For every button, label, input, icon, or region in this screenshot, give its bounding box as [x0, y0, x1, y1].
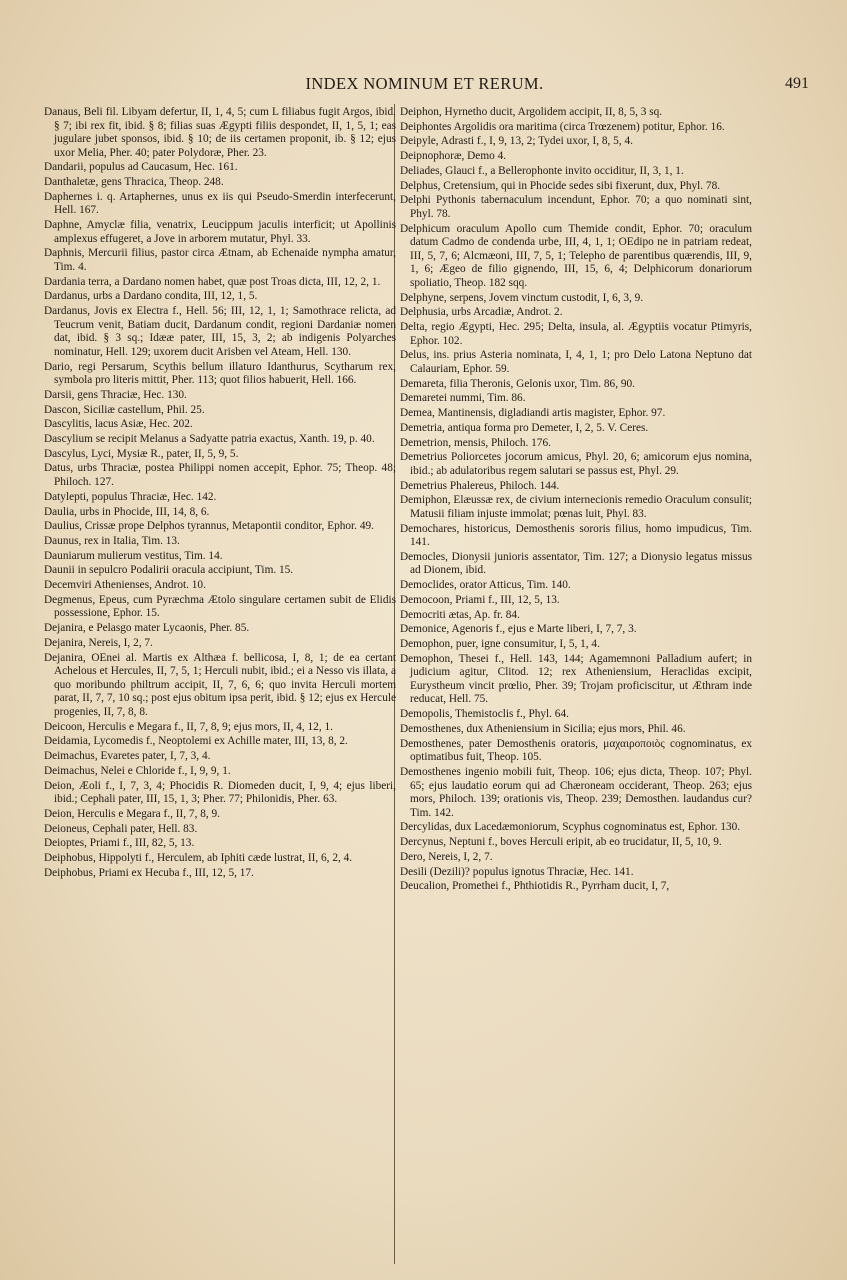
index-entry: Darsii, gens Thraciæ, Hec. 130. — [44, 388, 187, 401]
index-entry: Delphus, Cretensium, qui in Phocide sedes sibi fixerunt, dux, Phyl. 78. — [400, 179, 721, 192]
index-entry: Deion, Herculis e Megara f., II, 7, 8, 9. — [44, 807, 220, 820]
index-entry: Delphyne, serpens, Jovem vinctum custodit, I, 6, 3, 9. — [400, 291, 644, 304]
index-entry: Deliades, Glauci f., a Bellerophonte invito occiditur, II, 3, 1, 1. — [400, 164, 684, 177]
index-entry: Dejanira, e Pelasgo mater Lycaonis, Pher. 85. — [44, 622, 250, 635]
index-entry: Demetria, antiqua forma pro Demeter, I, 2, 5. V. Ceres. — [400, 421, 649, 434]
index-entry: Deiphobus, Hippolyti f., Herculem, ab Iphiti cæde lustrat, II, 6, 2, 4. — [44, 852, 353, 864]
index-entry: Dercynus, Neptuni f., boves Herculi eripit, ab eo trucidatur, II, 5, 10, 9. — [400, 836, 722, 849]
index-entry: Datus, urbs Thraciæ, postea Philippi nomen accepit, Ephor. 75; Theop. 48; Philoch. 127. — [44, 462, 396, 489]
index-entry: Demopolis, Themistoclis f., Phyl. 64. — [400, 708, 569, 721]
page-number: 491 — [785, 75, 809, 92]
running-title: INDEX NOMINUM ET RERUM. — [305, 74, 544, 93]
index-entry: Deimachus, Nelei e Chloride f., I, 9, 9, 1. — [44, 764, 231, 777]
left-index-column — [44, 106, 396, 881]
index-entry: Demophon, puer, igne consumitur, I, 5, 1, 4. — [400, 638, 600, 651]
index-entry: Deiphontes Argolidis ora maritima (circa Trœzenem) potitur, Ephor. 16. — [400, 120, 725, 133]
index-entry: Daunus, rex in Italia, Tim. 13. — [44, 534, 180, 547]
index-entry: Daphne, Amyclæ filia, venatrix, Leucippum jaculis interficit; ut Apollinis amplexus effugeret, a Jove in arborem mutatur, Phyl. 33. — [44, 219, 396, 245]
index-entry: Delus, ins. prius Asteria nominata, I, 4, 1, 1; pro Delo Latona Neptuno dat Calauriam, Ephor. 59. — [400, 349, 752, 375]
index-entry: Dascylus, Lyci, Mysiæ R., pater, II, 5, 9, 5. — [44, 447, 239, 460]
index-entry: Deioneus, Cephali pater, Hell. 83. — [44, 822, 198, 835]
index-entry: Deucalion, Promethei f., Phthiotidis R., Pyrrham ducit, I, 7, — [400, 880, 670, 893]
index-entry: Dandarii, populus ad Caucasum, Hec. 161. — [44, 161, 238, 174]
index-entry: Democoon, Priami f., III, 12, 5, 13. — [400, 593, 560, 606]
index-entry: Danthaletæ, gens Thracica, Theop. 248. — [44, 176, 224, 189]
index-entry: Datylepti, populus Thraciæ, Hec. 142. — [44, 490, 217, 503]
index-entry: Demetrion, mensis, Philoch. 176. — [400, 436, 551, 449]
index-entry: Deimachus, Evaretes pater, I, 7, 3, 4. — [44, 750, 211, 763]
index-entry: Dejanira, Nereis, I, 2, 7. — [44, 636, 153, 649]
index-entry: Daulius, Crissæ prope Delphos tyrannus, Metapontii conditor, Ephor. 49. — [44, 520, 374, 533]
index-entry: Dascylium se recipit Melanus a Sadyatte patria exactus, Xanth. 19, p. 40. — [44, 433, 375, 446]
index-entry: Demiphon, Elæussæ rex, de civium internecionis remedio Oraculum consulit; Matusii filiam injuste immolat; pœnas luit, Phyl. 83. — [400, 494, 752, 520]
index-entry: Deion, Æoli f., I, 7, 3, 4; Phocidis R. Diomeden ducit, I, 9, 4; ejus liberi, ibid.; Cephali pater, III, 15, 1, 3; Pher. 77; Philonidis, Pher. 63. — [44, 779, 396, 806]
index-entry: Demochares, historicus, Demosthenis sororis filius, homo impudicus, Tim. 141. — [400, 522, 752, 549]
page-header — [40, 74, 809, 100]
index-entry: Deioptes, Priami f., III, 82, 5, 13. — [44, 837, 195, 850]
index-entry: Deiphon, Hyrnetho ducit, Argolidem accipit, II, 8, 5, 3 sq. — [400, 106, 663, 118]
index-entry: Daunii in sepulcro Podalirii oracula accipiunt, Tim. 15. — [44, 564, 294, 577]
index-entry: Dero, Nereis, I, 2, 7. — [400, 850, 493, 863]
index-entry: Demosthenes ingenio mobili fuit, Theop. 106; ejus dicta, Theop. 107; Phyl. 65; ejus laudatio eorum qui ad Chæroneam occiderant, Theop. 263; ejus mors, Philoch. 139; orationis vis, Theop. 239; Demosthen. laudandus cur? Tim. 142. — [400, 765, 752, 819]
index-entry: Decemviri Athenienses, Androt. 10. — [44, 579, 206, 592]
index-entry: Dardanus, Jovis ex Electra f., Hell. 56; III, 12, 1, 1; Samothrace relicta, ad Teucrum venit, Batiam ducit, Dardanum condit, regioni Dardaniæ nomen dat, ibid. § 3 sq.; Idææ pater, III, 15, 3, 2; ab indigenis Polyarches nominatur, Hell. 129; uxorem ducit Arisben vel Ateam, Hell. 130. — [44, 305, 396, 358]
index-entry: Demareta, filia Theronis, Gelonis uxor, Tim. 86, 90. — [400, 377, 635, 390]
index-entry: Dardanus, urbs a Dardano condita, III, 12, 1, 5. — [44, 290, 258, 303]
index-entry: Demonice, Agenoris f., ejus e Marte liberi, I, 7, 7, 3. — [400, 623, 637, 636]
index-entry: Demophon, Thesei f., Hell. 143, 144; Agamemnoni Palladium aufert; in judicium agitur, Clitod. 12; rex Atheniensium, Heraclidas excipit, Eurystheum vincit prœlio, Pher. 39; Trojam proficiscitur, ut Æthram inde reducat, Hell. 75. — [400, 652, 752, 706]
index-entry: Demosthenes, dux Atheniensium in Sicilia; ejus mors, Phil. 46. — [400, 722, 686, 735]
index-entry: Daphernes i. q. Artaphernes, unus ex iis qui Pseudo-Smerdin interfecerunt, Hell. 167. — [44, 190, 396, 217]
index-entry: Dercylidas, dux Lacedæmoniorum, Scyphus cognominatus est, Ephor. 130. — [400, 821, 741, 834]
index-entry: Deipyle, Adrasti f., I, 9, 13, 2; Tydei uxor, I, 8, 5, 4. — [400, 135, 633, 148]
index-entry: Dascon, Siciliæ castellum, Phil. 25. — [44, 403, 205, 416]
index-entry: Delta, regio Ægypti, Hec. 295; Delta, insula, al. Ægyptiis vocatur Ptimyris, Ephor. 102. — [400, 321, 752, 347]
index-entry: Demosthenes, pater Demosthenis oratoris, μαχαιροποιὸς cognominatus, ex optimatibus fuit, Theop. 105. — [400, 737, 752, 764]
index-entry: Demetrius Phalereus, Philoch. 144. — [400, 479, 560, 492]
index-entry: Dascylitis, lacus Asiæ, Hec. 202. — [44, 418, 193, 431]
index-entry: Demetrius Poliorcetes jocorum amicus, Phyl. 20, 6; amicorum ejus nomina, ibid.; ab adulatoribus regem salutari se passus est, Phyl. 29. — [400, 451, 752, 477]
index-entry: Daphnis, Mercurii filius, pastor circa Ætnam, ab Echenaide nympha amatur, Tim. 4. — [44, 247, 396, 273]
index-entry: Democriti ætas, Ap. fr. 84. — [400, 608, 520, 621]
index-entry: Deicoon, Herculis e Megara f., II, 7, 8, 9; ejus mors, II, 4, 12, 1. — [44, 720, 333, 733]
index-entry: Deidamia, Lycomedis f., Neoptolemi ex Achille mater, III, 13, 8, 2. — [44, 735, 348, 748]
index-entry: Demea, Mantinensis, digladiandi artis magister, Ephor. 97. — [400, 407, 666, 420]
index-entry: Desili (Dezili)? populus ignotus Thraciæ, Hec. 141. — [400, 865, 634, 878]
index-entry: Danaus, Beli fil. Libyam defertur, II, 1, 4, 5; cum L filiabus fugit Argos, ibid. § 7; ibi rex fit, ibid. § 8; filias suas Ægypti filiis despondet, II, 1, 5, 1; eas jugulare jubet sponsos, ibid. § 10; de iis certamen proponit, ib. § 12; ejus uxor Melia, Pher. 40; pater Polydoræ, Pher. 23. — [44, 106, 396, 159]
index-entry: Dauniarum mulierum vestitus, Tim. 14. — [44, 549, 223, 562]
index-entry: Deiphobus, Priami ex Hecuba f., III, 12, 5, 17. — [44, 866, 254, 879]
index-entry: Delphicum oraculum Apollo cum Themide condit, Ephor. 70; oraculum datum Cadmo de condenda urbe, III, 4, 1, 1; OEdipo ne in patriam redeat, III, 5, 7, 6; Alcmæoni, III, 7, 5, 1; Telepho de parentibus quærendis, III, 9, 1, 6; Ægeo de filio gignendo, III, 15, 6, 4; Delphicorum donariorum spoliatio, Theop. 182 sqq. — [400, 222, 752, 289]
index-entry: Democlides, orator Atticus, Tim. 140. — [400, 579, 571, 592]
index-entry: Degmenus, Epeus, cum Pyræchma Ætolo singulare certamen subit de Elidis possessione, Ephor. 15. — [44, 593, 396, 620]
index-entry: Delphusia, urbs Arcadiæ, Androt. 2. — [400, 306, 563, 319]
index-entry: Deipnophoræ, Demo 4. — [400, 150, 507, 163]
index-entry: Dardania terra, a Dardano nomen habet, quæ post Troas dicta, III, 12, 2, 1. — [44, 275, 381, 288]
index-entry: Demaretei nummi, Tim. 86. — [400, 392, 526, 405]
right-index-column — [400, 106, 752, 895]
index-entry: Dejanira, OEnei al. Martis ex Althæa f. bellicosa, I, 8, 1; de ea certant Achelous et Hercules, II, 7, 5, 1; Herculi nubit, ibid.; ei a Nesso vis illata, a quo moribundo philtrum accipit, II, 7, 6, 6; quo invita Herculi mortem parat, II, 7, 7, 10 sq.; post ejus obitum ipsa perit, ibid. § 12; ejus ex Hercule progenies, II, 7, 8, 8. — [44, 651, 396, 718]
index-entry: Dario, regi Persarum, Scythis bellum illaturo Idanthurus, Scytharum rex, symbola pro literis mittit, Pher. 113; quot filios habuerit, Hell. 166. — [44, 360, 396, 387]
index-entry: Daulia, urbs in Phocide, III, 14, 8, 6. — [44, 505, 210, 518]
index-entry: Delphi Pythonis tabernaculum incendunt, Ephor. 70; a quo nominati sint, Phyl. 78. — [400, 194, 752, 220]
index-entry: Democles, Dionysii junioris assentator, Tim. 127; a Dionysio legatus missus ad Dionem, ibid. — [400, 550, 752, 577]
